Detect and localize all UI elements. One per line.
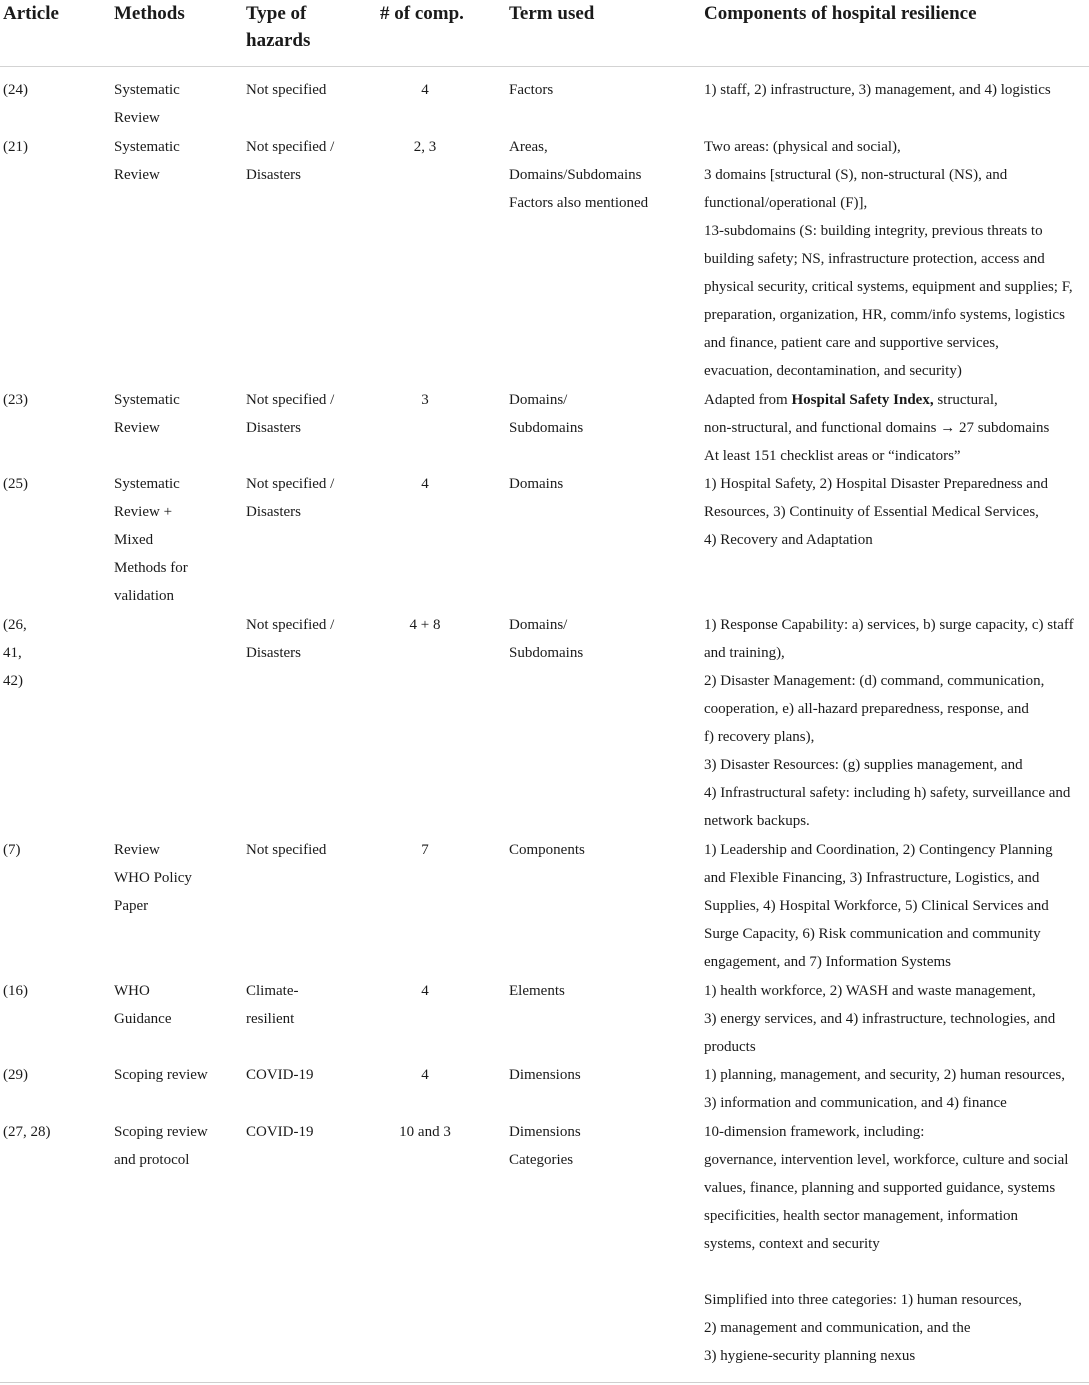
cell-article: [3, 1118, 103, 1146]
cell-article: [3, 386, 103, 414]
cell-comp-count: [375, 133, 475, 161]
cell-line: 4: [421, 983, 429, 999]
cell-line: Not specified /: [246, 617, 335, 633]
cell-line: f) recovery plans),: [704, 729, 815, 745]
cell-line: Review: [114, 110, 160, 126]
cell-line: Disasters: [246, 167, 301, 183]
cell-hazards: [246, 386, 371, 442]
cell-line: 3 domains [structural (S), non-structural (NS), and: [704, 167, 1008, 183]
cell-line: 3) hygiene-security planning nexus: [704, 1348, 916, 1364]
cell-line: Systematic: [114, 476, 180, 492]
cell-methods: [114, 133, 239, 189]
cell-line: Domains/Subdomains: [509, 167, 642, 183]
cell-line: (23): [3, 392, 28, 408]
cell-line: Domains/: [509, 392, 568, 408]
cell-methods: [114, 76, 239, 132]
cell-line: values, finance, planning and supported guidance, systems: [704, 1180, 1056, 1196]
cell-line: Not specified /: [246, 139, 335, 155]
cell-line: 2, 3: [413, 139, 437, 155]
cell-line: preparation, organization, HR, comm/info systems, logistics: [704, 307, 1065, 323]
cell-article: [3, 470, 103, 498]
cell-line: Components: [509, 842, 585, 858]
cell-line: hazards: [246, 30, 311, 51]
cell-comp-count: [375, 977, 475, 1005]
cell-line: and finance, patient care and supportive services,: [704, 335, 999, 351]
cell-line: Systematic: [114, 392, 180, 408]
cell-components: [704, 386, 1089, 470]
cell-line: Systematic: [114, 82, 180, 98]
cell-line: Categories: [509, 1152, 574, 1168]
cell-methods: [114, 1118, 239, 1174]
cell-line: systems, context and security: [704, 1236, 880, 1252]
cell-comp-count: [375, 386, 475, 414]
cell-comp-count: [375, 76, 475, 104]
cell-line: Disasters: [246, 645, 301, 661]
cell-line: Review: [114, 167, 160, 183]
cell-line: physical security, critical systems, equipment and supplies; F,: [704, 279, 1073, 295]
cell-hazards: [246, 977, 371, 1033]
cell-line: 4 + 8: [409, 617, 441, 633]
cell-line: Supplies, 4) Hospital Workforce, 5) Clinical Services and: [704, 898, 1049, 914]
cell-line: Type of: [246, 3, 307, 24]
cell-line: (16): [3, 983, 28, 999]
cell-line: (29): [3, 1067, 28, 1083]
cell-line: Paper: [114, 898, 149, 914]
cell-line: Review +: [114, 504, 173, 520]
cell-hazards: [246, 1061, 371, 1089]
cell-term: [509, 836, 694, 864]
cell-line: Factors also mentioned: [509, 195, 649, 211]
cell-line: network backups.: [704, 813, 810, 829]
cell-line: Review: [114, 420, 160, 436]
cell-line: products: [704, 1039, 756, 1055]
cell-term: [509, 611, 694, 667]
cell-term: [509, 977, 694, 1005]
cell-line: Climate-: [246, 983, 299, 999]
cell-line: Factors: [509, 82, 554, 98]
cell-line: Disasters: [246, 504, 301, 520]
table-bottom-rule: [0, 1382, 1089, 1383]
cell-article: [3, 1061, 103, 1089]
cell-line: (27, 28): [3, 1124, 51, 1140]
hospital-safety-index-bold: Hospital Safety Index,: [791, 392, 934, 408]
cell-line: 3: [421, 392, 429, 408]
cell-line: Domains/: [509, 617, 568, 633]
cell-line: Systematic: [114, 139, 180, 155]
cell-components: [704, 1118, 1089, 1370]
cell-line: Elements: [509, 983, 565, 999]
cell-methods: [114, 836, 239, 920]
cell-line: Components of hospital resilience: [704, 3, 977, 24]
cell-line: WHO: [114, 983, 150, 999]
cell-line: 4: [421, 1067, 429, 1083]
cell-methods: [114, 1061, 239, 1089]
cell-term: [509, 1061, 694, 1089]
cell-line: (25): [3, 476, 28, 492]
cell-line: # of comp.: [380, 3, 464, 24]
cell-line: (21): [3, 139, 28, 155]
cell-article: [3, 76, 103, 104]
cell-line: Methods for: [114, 560, 188, 576]
cell-term: [509, 133, 694, 217]
cell-line: [704, 1258, 1089, 1286]
cell-line: 2) management and communication, and the: [704, 1320, 971, 1336]
cell-components: [704, 836, 1089, 976]
cell-hazards: [246, 76, 371, 104]
cell-components: [704, 1061, 1089, 1117]
cell-hazards: [246, 836, 371, 864]
header-type-of-hazards: [246, 0, 371, 54]
cell-line: 1) health workforce, 2) WASH and waste management,: [704, 983, 1036, 999]
header-methods: [114, 0, 239, 27]
cell-line: Dimensions: [509, 1067, 581, 1083]
cell-hazards: [246, 611, 371, 667]
header-article: [3, 0, 103, 27]
cell-line: Disasters: [246, 420, 301, 436]
cell-article: [3, 977, 103, 1005]
cell-line: Domains: [509, 476, 564, 492]
cell-line: 4: [421, 476, 429, 492]
cell-line: building safety; NS, infrastructure protection, access and: [704, 251, 1045, 267]
cell-hazards: [246, 1118, 371, 1146]
cell-line: Review: [114, 842, 160, 858]
cell-line: Two areas: (physical and social),: [704, 139, 901, 155]
cell-line: 3) information and communication, and 4) finance: [704, 1095, 1007, 1111]
cell-line: 4) Recovery and Adaptation: [704, 532, 873, 548]
cell-line: 1) Leadership and Coordination, 2) Contingency Planning: [704, 842, 1053, 858]
cell-comp-count: [375, 1118, 475, 1146]
cell-line: COVID-19: [246, 1124, 314, 1140]
cell-components: [704, 76, 1089, 104]
cell-line: resilient: [246, 1011, 295, 1027]
cell-line: Not specified: [246, 842, 327, 858]
cell-article: [3, 133, 103, 161]
cell-line: 3) Disaster Resources: (g) supplies management, and: [704, 757, 1023, 773]
cell-line: non-structural, and functional domains → 27 subdomains: [704, 420, 1050, 436]
cell-line: 3) energy services, and 4) infrastructure, technologies, and: [704, 1011, 1056, 1027]
cell-hazards: [246, 470, 371, 526]
cell-line: Scoping review: [114, 1067, 208, 1083]
cell-line: 41,: [3, 645, 22, 661]
table-header: [0, 0, 1089, 67]
cell-line: Not specified /: [246, 476, 335, 492]
cell-line: Article: [3, 3, 59, 24]
cell-article: [3, 611, 103, 695]
cell-line: Guidance: [114, 1011, 172, 1027]
header-components-of-hospital-resilience: [704, 0, 1089, 27]
cell-line: Methods: [114, 3, 185, 24]
components-first-line: Adapted from Hospital Safety Index, structural,: [704, 392, 998, 408]
cell-line: 13-subdomains (S: building integrity, previous threats to: [704, 223, 1043, 239]
cell-line: and Flexible Financing, 3) Infrastructure, Logistics, and: [704, 870, 1040, 886]
cell-comp-count: [375, 470, 475, 498]
cell-line: governance, intervention level, workforce, culture and social: [704, 1152, 1069, 1168]
cell-line: Subdomains: [509, 420, 584, 436]
cell-line: 1) Response Capability: a) services, b) surge capacity, c) staff: [704, 617, 1074, 633]
cell-line: functional/operational (F)],: [704, 195, 868, 211]
cell-methods: [114, 977, 239, 1033]
cell-line: Scoping review: [114, 1124, 208, 1140]
cell-comp-count: [375, 836, 475, 864]
cell-term: [509, 76, 694, 104]
cell-line: Areas,: [509, 139, 548, 155]
cell-line: 1) Hospital Safety, 2) Hospital Disaster Preparedness and: [704, 476, 1048, 492]
cell-line: validation: [114, 588, 174, 604]
cell-line: cooperation, e) all-hazard preparedness, response, and: [704, 701, 1029, 717]
cell-line: At least 151 checklist areas or “indicators”: [704, 448, 961, 464]
cell-line: 10-dimension framework, including:: [704, 1124, 925, 1140]
cell-comp-count: [375, 611, 475, 639]
cell-hazards: [246, 133, 371, 189]
cell-components: [704, 470, 1089, 554]
cell-line: Term used: [509, 3, 595, 24]
cell-line: Surge Capacity, 6) Risk communication and community: [704, 926, 1041, 942]
cell-line: Not specified /: [246, 392, 335, 408]
cell-methods: [114, 470, 239, 610]
cell-line: Mixed: [114, 532, 154, 548]
cell-term: [509, 386, 694, 442]
cell-components: [704, 977, 1089, 1061]
cell-components: [704, 133, 1089, 385]
cell-line: Subdomains: [509, 645, 584, 661]
cell-line: Simplified into three categories: 1) human resources,: [704, 1292, 1022, 1308]
cell-line: specificities, health sector management, information: [704, 1208, 1019, 1224]
cell-line: WHO Policy: [114, 870, 192, 886]
cell-line: Resources, 3) Continuity of Essential Medical Services,: [704, 504, 1039, 520]
cell-line: Not specified: [246, 82, 327, 98]
cell-term: [509, 470, 694, 498]
cell-line: COVID-19: [246, 1067, 314, 1083]
cell-article: [3, 836, 103, 864]
cell-line: and protocol: [114, 1152, 190, 1168]
cell-line: and training),: [704, 645, 785, 661]
cell-line: 42): [3, 673, 23, 689]
cell-line: evacuation, decontamination, and security): [704, 363, 962, 379]
cell-line: 4) Infrastructural safety: including h) safety, surveillance and: [704, 785, 1071, 801]
cell-comp-count: [375, 1061, 475, 1089]
cell-line: (24): [3, 82, 28, 98]
cell-term: [509, 1118, 694, 1174]
header-number-of-components: [380, 0, 500, 27]
cell-line: 1) staff, 2) infrastructure, 3) management, and 4) logistics: [704, 82, 1051, 98]
cell-methods: [114, 386, 239, 442]
header-term-used: [509, 0, 694, 27]
cell-line: engagement, and 7) Information Systems: [704, 954, 952, 970]
cell-line: Dimensions: [509, 1124, 581, 1140]
cell-line: 4: [421, 82, 429, 98]
cell-line: (26,: [3, 617, 27, 633]
cell-line: (7): [3, 842, 21, 858]
cell-components: [704, 611, 1089, 835]
cell-line: 2) Disaster Management: (d) command, communication,: [704, 673, 1045, 689]
cell-line: 1) planning, management, and security, 2) human resources,: [704, 1067, 1065, 1083]
cell-line: 7: [421, 842, 429, 858]
cell-line: 10 and 3: [399, 1124, 451, 1140]
